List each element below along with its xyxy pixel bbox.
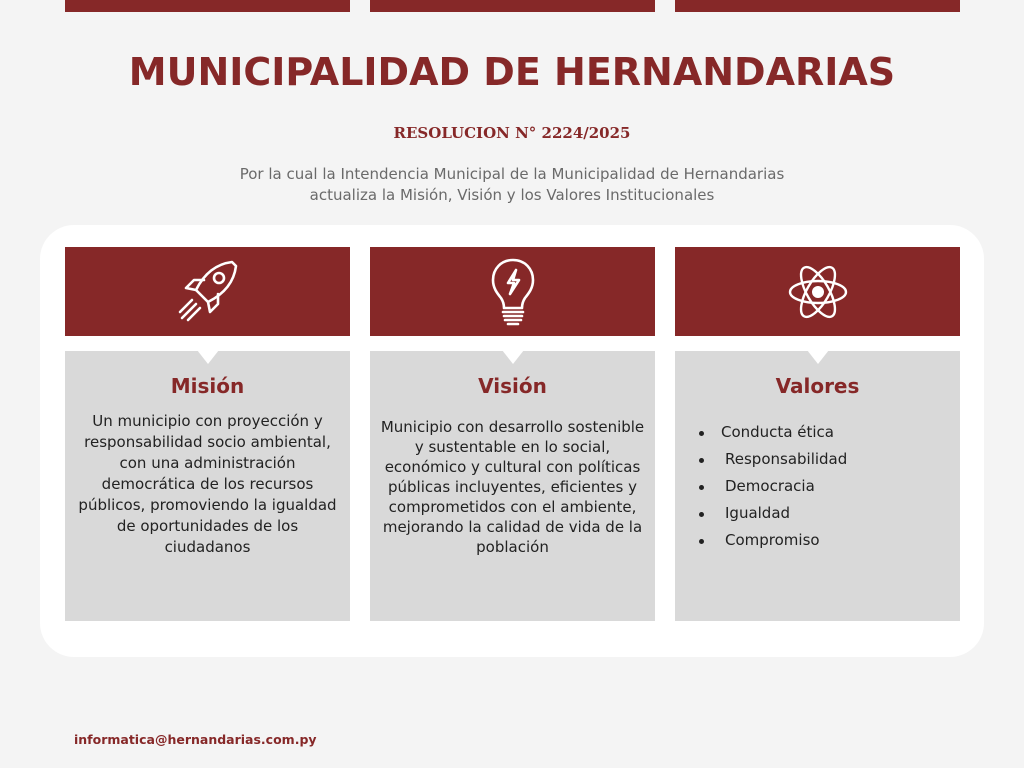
valores-title: Valores [775, 374, 860, 398]
valores-list-item: Igualdad [699, 500, 847, 527]
subtitle [0, 164, 1024, 206]
subtitle-line-1: Por la cual la Intendencia Municipal de la Municipalidad de Hernandarias [239, 165, 785, 183]
valores-list-item: Democracia [699, 473, 847, 500]
top-decor-bar-1 [65, 0, 350, 12]
valores-card [675, 351, 960, 621]
valores-list-item: Compromiso [699, 527, 847, 554]
top-decor-bar-3 [675, 0, 960, 12]
footer-email[interactable]: informatica@hernandarias.com.py [74, 732, 317, 747]
mision-title: Misión [170, 374, 245, 398]
card-pointer [807, 350, 829, 364]
valores-list [699, 419, 847, 554]
valores-icon-box [675, 247, 960, 336]
valores-list-item: Responsabilidad [699, 446, 847, 473]
rocket-icon [172, 256, 244, 328]
page-title: MUNICIPALIDAD DE HERNANDARIAS [128, 50, 896, 94]
atom-icon [786, 260, 850, 324]
subtitle-line-2: actualiza la Misión, Visión y los Valores Institucionales [309, 186, 715, 204]
vision-text: Municipio con desarrollo sostenible y sustentable en lo social, económico y cultural con políticas públicas incluyentes, eficientes y comprometidos con el ambiente, mejorando la calidad de vida de la población [380, 418, 645, 556]
vision-title: Visión [478, 374, 547, 398]
valores-list-item: Conducta ética [699, 419, 847, 446]
mision-icon-box [65, 247, 350, 336]
mision-card [65, 351, 350, 621]
lightbulb-icon [489, 256, 537, 328]
mision-text: Un municipio con proyección y responsabilidad socio ambiental, con una administración democrática de los recursos públicos, promoviendo la igualdad de oportunidades de los ciudadanos [78, 412, 337, 556]
top-decor-bar-2 [370, 0, 655, 12]
resolution-number: RESOLUCION N° 2224/2025 [393, 124, 631, 142]
vision-icon-box [370, 247, 655, 336]
vision-card [370, 351, 655, 621]
card-pointer [502, 350, 524, 364]
card-pointer [197, 350, 219, 364]
